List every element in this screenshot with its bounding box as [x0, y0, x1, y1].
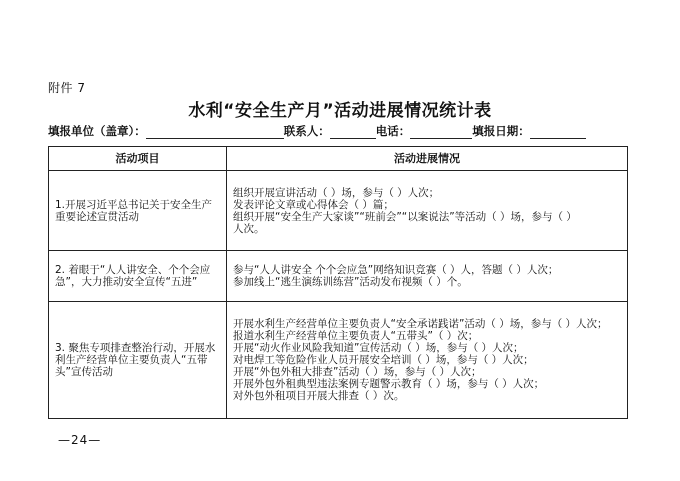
progress-line: 开展“动火作业风险我知道”宣传活动（ ）场，参与（ ）人次；: [233, 342, 524, 354]
activity-table: [48, 146, 628, 419]
contact-label: 联系人：: [283, 124, 330, 138]
unit-blank: [146, 126, 284, 139]
date-label: 填报日期：: [472, 124, 530, 138]
attachment-label: 附件 7: [48, 81, 86, 95]
date-blank: [530, 126, 586, 139]
progress-line: 组织开展宣讲活动（ ）场，参与（ ）人次；: [233, 186, 440, 199]
progress-line: 开展水利生产经营单位主要负责人“安全承诺践诺”活动（ ）场，参与（ ）人次；: [233, 318, 608, 330]
table-row: [49, 171, 628, 251]
activity-progress: [227, 251, 628, 302]
progress-line: 组织开展“安全生产大家谈”“班前会”“以案说法”等活动（ ）场，参与（ ）: [233, 210, 577, 223]
activity-progress: [227, 171, 628, 251]
contact-blank: [330, 126, 376, 139]
fill-fields-row: [48, 123, 586, 139]
activity-item: 1.开展习近平总书记关于安全生产重要论述宣贯活动: [49, 171, 227, 251]
table-row: [49, 251, 628, 302]
progress-line: 报道水利生产经营单位主要负责人“五带头”（ ）次；: [233, 330, 479, 342]
phone-blank: [410, 126, 472, 139]
phone-label: 电话：: [375, 124, 411, 138]
progress-line: 发表评论文章或心得体会（ ）篇；: [233, 198, 394, 211]
progress-line: 对电焊工等危险作业人员开展安全培训（ ）场，参与（ ）人次；: [233, 354, 534, 366]
page-title: 水利“安全生产月”活动进展情况统计表: [188, 101, 492, 121]
table-row: [49, 302, 628, 419]
progress-line: 参加线上“逃生演练训练营”活动发布视频（ ）个。: [233, 276, 468, 288]
progress-line: 人次。: [233, 222, 265, 235]
table-header-row: [49, 147, 628, 171]
column-header-progress: 活动进展情况: [227, 147, 628, 171]
column-header-item: 活动项目: [49, 147, 227, 171]
activity-item: 3. 聚焦专项排查整治行动，开展水利生产经营单位主要负责人“五带头”宣传活动: [49, 302, 227, 419]
progress-line: 开展外包外租典型违法案例专题警示教育（ ）场，参与（ ）人次；: [233, 378, 545, 390]
progress-line: 参与“人人讲安全 个个会应急”网络知识竞赛（ ）人，答题（ ）人次；: [233, 264, 559, 276]
progress-line: 开展“外包外租大排查”活动（ ）场，参与（ ）人次；: [233, 366, 482, 378]
progress-line: 对外包外租项目开展大排查（ ）次。: [233, 390, 405, 402]
activity-progress: [227, 302, 628, 419]
unit-label: 填报单位（盖章）：: [48, 124, 146, 138]
page-number: —24—: [58, 433, 102, 447]
activity-item: 2. 着眼于“人人讲安全、个个会应急”，大力推动安全宣传“五进”: [49, 251, 227, 302]
